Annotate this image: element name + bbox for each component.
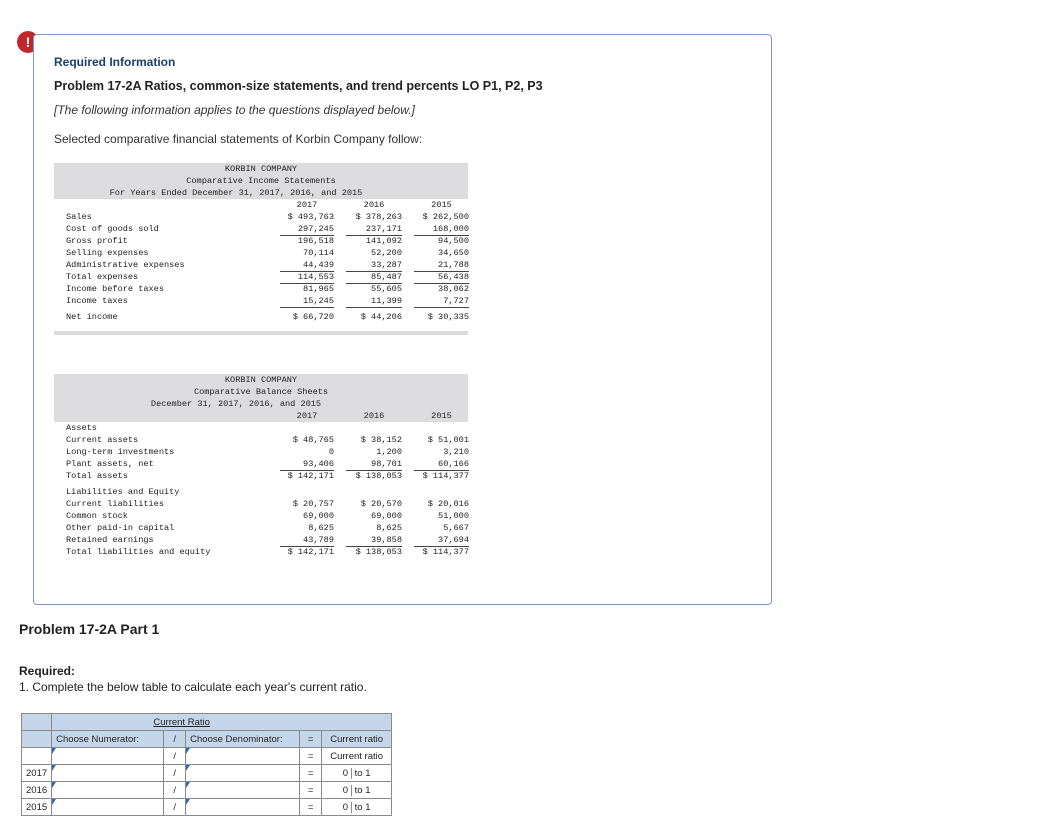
division-sign: / — [164, 799, 186, 816]
required-information-panel — [33, 34, 772, 605]
result-header: Current ratio — [322, 731, 392, 748]
year-label: 2017 — [22, 765, 52, 782]
balance-row: Plant assets, net 93,406 98,701 60,166 — [66, 459, 469, 469]
assets-heading: Assets — [66, 423, 97, 433]
balance-title: Comparative Balance Sheets — [193, 387, 329, 397]
denominator-header: Choose Denominator: — [186, 731, 300, 748]
income-row: Total expenses 114,553 85,487 56,438 — [66, 272, 469, 282]
balance-period: December 31, 2017, 2016, and 2015 — [150, 399, 322, 409]
income-title: Comparative Income Statements — [186, 176, 336, 186]
numerator-input-2015[interactable] — [52, 799, 164, 816]
applies-note: [The following information applies to the questions displayed below.] — [54, 103, 415, 117]
equals-sign: = — [300, 765, 322, 782]
balance-year-2017: 2017 — [296, 411, 318, 421]
division-sign: / — [164, 731, 186, 748]
denominator-input-2015[interactable] — [186, 799, 300, 816]
balance-row: Long-term investments 0 1,200 3,210 — [66, 447, 469, 457]
liabilities-heading: Liabilities and Equity — [66, 487, 180, 497]
table-row — [22, 765, 392, 782]
balance-row: Total assets $ 142,171 $ 138,053 $ 114,377 — [66, 471, 469, 481]
required-information-heading: Required Information — [54, 55, 176, 69]
denominator-input-2017[interactable] — [186, 765, 300, 782]
income-row: Income taxes 15,245 11,399 7,727 — [66, 296, 469, 306]
equals-sign: = — [300, 748, 322, 765]
balance-company: KORBIN COMPANY — [224, 375, 298, 385]
income-year-2015: 2015 — [431, 200, 452, 210]
required-label: Required: — [19, 664, 76, 678]
denominator-formula-input[interactable] — [186, 748, 300, 765]
formula-result: Current ratio — [322, 748, 392, 765]
required-text: 1. Complete the below table to calculate each year's current ratio. — [19, 680, 367, 694]
ratio-result-2016: 0 to 1 — [322, 782, 392, 799]
income-row: Net income $ 66,720 $ 44,206 $ 30,335 — [66, 312, 469, 322]
numerator-input-2016[interactable] — [52, 782, 164, 799]
equals-sign: = — [300, 799, 322, 816]
numerator-input-2017[interactable] — [52, 765, 164, 782]
income-statement — [54, 163, 468, 335]
numerator-header: Choose Numerator: — [52, 731, 164, 748]
balance-year-2016: 2016 — [363, 411, 385, 421]
income-company: KORBIN COMPANY — [224, 164, 298, 174]
division-sign: / — [164, 748, 186, 765]
income-period: For Years Ended December 31, 2017, 2016, and 2015 — [109, 188, 363, 198]
division-sign: / — [164, 765, 186, 782]
ratio-result-2017: 0 to 1 — [322, 765, 392, 782]
income-row: Gross profit 196,518 141,092 94,500 — [66, 236, 469, 246]
balance-sheet — [54, 374, 468, 558]
equals-sign: = — [300, 782, 322, 799]
year-label: 2015 — [22, 799, 52, 816]
table-row — [22, 799, 392, 816]
balance-row: Common stock 69,000 69,000 51,000 — [66, 511, 469, 521]
division-sign: / — [164, 782, 186, 799]
selected-statements-text: Selected comparative financial statements of Korbin Company follow: — [54, 132, 423, 146]
balance-row: Current assets $ 48,765 $ 38,152 $ 51,001 — [66, 435, 469, 445]
year-label: 2016 — [22, 782, 52, 799]
balance-year-2015: 2015 — [431, 411, 452, 421]
balance-row: Retained earnings 43,789 39,858 37,694 — [66, 535, 469, 545]
problem-title: Problem 17-2A Ratios, common-size statements, and trend percents LO P1, P2, P3 — [54, 79, 543, 93]
numerator-formula-input[interactable] — [52, 748, 164, 765]
income-year-2017: 2017 — [296, 200, 318, 210]
income-row: Selling expenses 70,114 52,200 34,650 — [66, 248, 469, 258]
alert-icon: ! — [17, 31, 39, 53]
balance-row: Other paid-in capital 8,625 8,625 5,667 — [66, 523, 469, 533]
balance-row: Current liabilities $ 20,757 $ 20,570 $ 20,016 — [66, 499, 469, 509]
income-row: Administrative expenses 44,439 33,287 21,788 — [66, 260, 469, 270]
balance-row: Total liabilities and equity $ 142,171 $ 138,053 $ 114,377 — [66, 547, 469, 557]
equals-sign: = — [300, 731, 322, 748]
current-ratio-table — [21, 713, 392, 816]
income-row: Sales $ 493,763 $ 378,263 $ 262,500 — [66, 212, 469, 222]
income-row: Income before taxes 81,965 55,605 38,062 — [66, 284, 469, 294]
current-ratio-title: Current Ratio — [153, 716, 210, 728]
income-row: Cost of goods sold 297,245 237,171 168,000 — [66, 224, 469, 234]
income-year-2016: 2016 — [363, 200, 385, 210]
part-title: Problem 17-2A Part 1 — [19, 621, 160, 637]
ratio-result-2015: 0 to 1 — [322, 799, 392, 816]
table-row — [22, 782, 392, 799]
denominator-input-2016[interactable] — [186, 782, 300, 799]
